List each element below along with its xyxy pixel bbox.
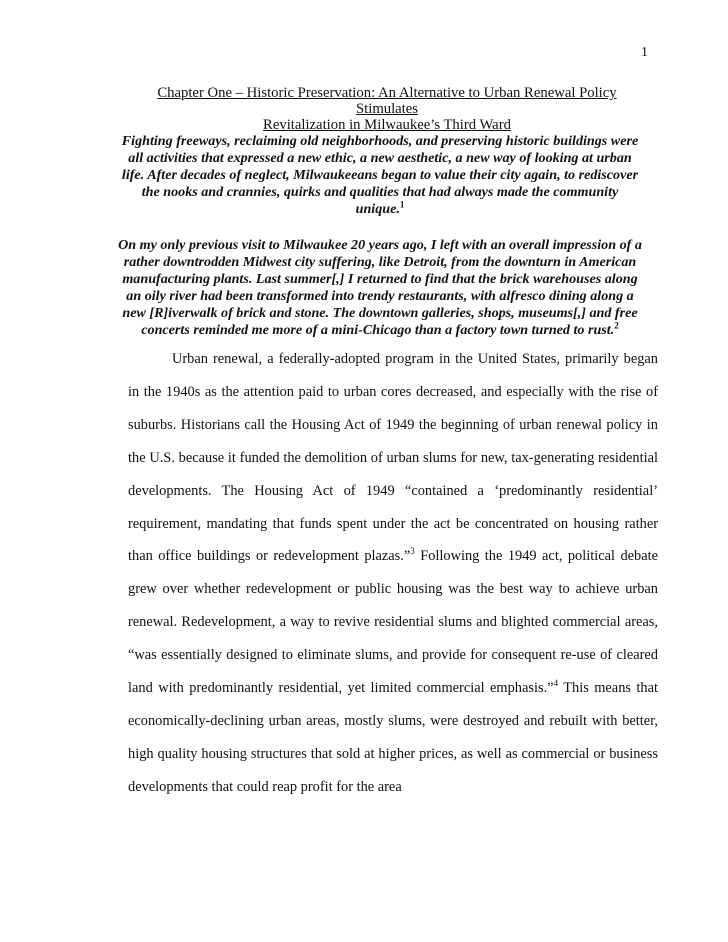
epigraph-1-text: Fighting freeways, reclaiming old neighborhoods, and preserving historic buildings were all activities that expressed a new ethic, a new aesthetic, a new way of looking at urban life. After decades of neglect, Milwaukeeans began to value their city again, to rediscover the nooks and crannies, quirks and qualities that had always made the community unique. [121, 133, 639, 217]
page-number: 1 [641, 45, 648, 60]
epigraph-2-text: On my only previous visit to Milwaukee 20 years ago, I left with an overall impression of a rather downtrodden Midwest city suffering, like Detroit, from the downturn in American manufacturing plants. Last summer[,] I returned to find that the brick warehouses along an oily river had been transformed into trendy restaurants, with alfresco dining along a new [R]iverwalk of brick and stone. The downtown galleries, shops, museums[,] and free concerts reminded me more of a mini-Chicago than a factory town turned to rust. [118, 237, 642, 338]
body-segment-1: Urban renewal, a federally-adopted program in the United States, primarily began in the 1940s as the attention paid to urban cores decreased, and especially with the rise of suburbs. Historians call the Housing Act of 1949 the beginning of urban renewal policy in the U.S. because it funded the demolition of urban slums for new, tax-generating residential developments. The Housing Act of 1949 “contained a ‘predominantly residential’ requirement, mandating that funds spent under the act be concentrated on housing rather than office buildings or redevelopment plazas.” [128, 351, 658, 565]
chapter-title-line-1: Chapter One – Historic Preservation: An Alternative to Urban Renewal Policy Stimulates [157, 85, 617, 117]
footnote-marker-2: 2 [614, 320, 619, 331]
footnote-marker-3: 3 [410, 546, 415, 557]
footnote-marker-1: 1 [399, 199, 405, 210]
body-segment-2: Following the 1949 act, political debate grew over whether redevelopment or public housing was the best way to achieve urban renewal. Redevelopment, a way to revive residential slums and blighted commercial areas, “was essentially designed to eliminate slums, and provide for consequent re-use of cleared land with predominantly residential, yet limited commercial emphasis.” [128, 548, 658, 697]
epigraph-quote-1 [116, 133, 644, 218]
chapter-title [128, 85, 646, 133]
body-segment-3: This means that economically-declining urban areas, mostly slums, were destroyed and rebuilt with better, high quality housing structures that sold at higher prices, as well as commercial or business developments that could reap profit for the area [128, 680, 658, 795]
body-paragraph [128, 343, 658, 804]
epigraph-quote-2 [116, 237, 644, 339]
chapter-title-line-2: Revitalization in Milwaukee’s Third Ward [263, 117, 511, 133]
footnote-marker-4: 4 [553, 678, 559, 689]
body-text [128, 343, 658, 804]
